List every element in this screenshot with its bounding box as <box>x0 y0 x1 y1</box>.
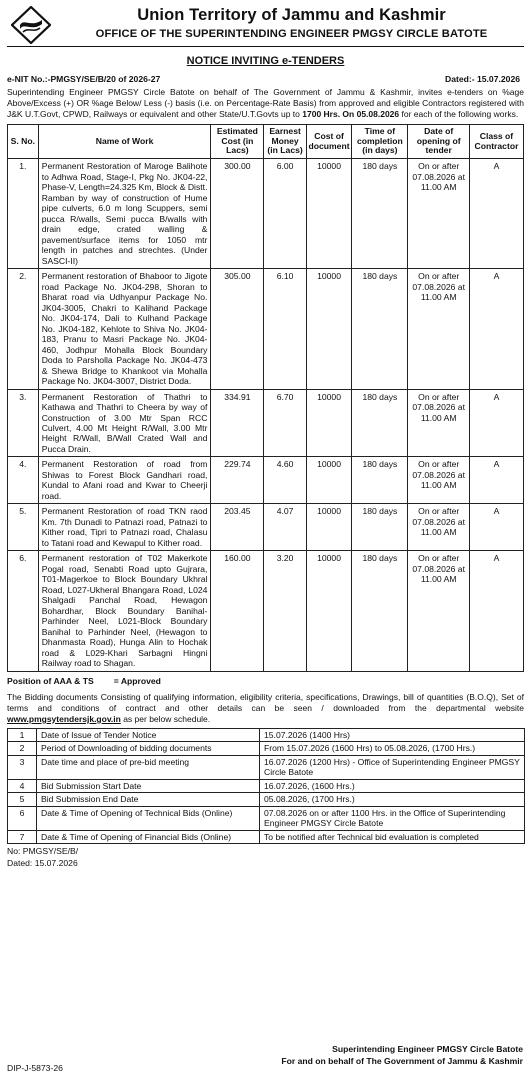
table-row <box>8 389 524 457</box>
schedule-sno: 4 <box>8 779 37 792</box>
schedule-sno: 5 <box>8 793 37 806</box>
schedule-item: Period of Downloading of bidding documents <box>37 742 260 755</box>
schedule-sno: 7 <box>8 830 37 843</box>
pmgsy-emblem-icon <box>11 6 51 44</box>
intro-text: Superintending Engineer PMGSY Circle Batote on behalf of The Government of Jammu & Kashmir, invites e-tenders on %age Above/Excess (+) OR %age Below/ Less (-) basis (i.e. on Percentage-Rate Basis) from approved and eligible Contractors registered with J&K U.T.Govt, CPWD, Railways or equivalent and other State/U.T.Govts up to <box>7 87 524 119</box>
row-time: 180 days <box>352 504 408 551</box>
row-time: 180 days <box>352 389 408 457</box>
row-doc: 10000 <box>306 551 352 671</box>
row-cost: 334.91 <box>211 389 264 457</box>
nit-number: e-NIT No.:-PMGSY/SE/B/20 of 2026-27 <box>7 73 161 84</box>
row-sno: 4. <box>8 457 39 504</box>
reference-block <box>7 846 524 869</box>
col-cost: Estimated Cost (in Lacs) <box>211 124 264 159</box>
bidding-paragraph <box>7 692 524 725</box>
table-row <box>8 269 524 389</box>
schedule-sno: 2 <box>8 742 37 755</box>
table-row <box>8 504 524 551</box>
row-class: A <box>469 457 523 504</box>
schedule-item: Date time and place of pre-bid meeting <box>37 755 260 779</box>
row-name: Permanent Restoration of road TKN raod Km. 7th Dunadi to Patnazi road, Patnazi to Kither road, Tipri to Patnazi road, Chalasu to Tatani road and Kewapul to Kither road. <box>38 504 211 551</box>
row-time: 180 days <box>352 269 408 389</box>
col-sno: S. No. <box>8 124 39 159</box>
table-row <box>8 806 525 830</box>
works-table-header <box>8 124 524 159</box>
schedule-value: 07.08.2026 on or after 1100 Hrs. in the Office of Superintending Engineer PMGSY Circle Batote <box>260 806 525 830</box>
government-name: Union Territory of Jammu and Kashmir <box>137 6 446 24</box>
signature-block <box>281 1043 523 1068</box>
schedule-sno: 6 <box>8 806 37 830</box>
row-cost: 203.45 <box>211 504 264 551</box>
col-opening: Date of opening of tender <box>408 124 469 159</box>
row-sno: 1. <box>8 159 39 269</box>
row-doc: 10000 <box>306 269 352 389</box>
row-opening: On or after 07.08.2026 at 11.00 AM <box>408 551 469 671</box>
schedule-table <box>7 728 525 844</box>
row-name: Permanent restoration of T02 Makerkote Pogal road, Senabti Road upto Gujrara, T01-Magerkoe to Block Boundary Ukhral Road, L027-Ukheral Bhangara Road, L024 Shalgadi Panchal Road, Hewagon Bohardhar, Block Boundary Banihal-Parhinder Neel, L021-Block Boundary Banihal to Parhinder Neel, (Hewagon to Dhanmasta Road), Hunga Alin to Hochak road & L029-Khari Sarbagni Hingni Railway road to Shagan. <box>38 551 211 671</box>
dip-number: DIP-J-5873-26 <box>7 1063 63 1073</box>
row-opening: On or after 07.08.2026 at 11.00 AM <box>408 504 469 551</box>
schedule-value: To be notified after Technical bid evaluation is completed <box>260 830 525 843</box>
schedule-sno: 1 <box>8 728 37 741</box>
row-name: Permanent restoration of Bhaboor to Jigote road Package No. JK04-298, Shoran to Bharat road via Udhyanpur Package No. JK04-3005, Chakri to Kalihand Package No. JK04-174, Dali to Kulhand Package No. JK04-182, Kehlote to Shiva No. JK04-183, Pranu to Masri Package No. JK04-460, Jodhpur Mohalla Block Boundary Doda to Parsholla Package No. JK04-473 & Shewa Bridge to Khankoot via Mohalla Package No. JK04-3007, District Doda. <box>38 269 211 389</box>
row-doc: 10000 <box>306 504 352 551</box>
row-name: Permanent Restoration of Thathri to Kathawa and Thathri to Cheera by way of Construction of 3.00 Mtr Span RCC Culvert, 4.00 Mt Height R/Wall, 3.00 Mtr Height R/Wall, B/Wall Crated Wall and Pucca Drain. <box>38 389 211 457</box>
row-sno: 2. <box>8 269 39 389</box>
row-sno: 6. <box>8 551 39 671</box>
row-opening: On or after 07.08.2026 at 11.00 AM <box>408 159 469 269</box>
letterhead-text <box>59 6 524 42</box>
row-class: A <box>469 551 523 671</box>
row-cost: 305.00 <box>211 269 264 389</box>
schedule-value: 16.07.2026, (1600 Hrs.) <box>260 779 525 792</box>
row-earnest: 6.10 <box>264 269 306 389</box>
col-time: Time of completion (in days) <box>352 124 408 159</box>
row-sno: 5. <box>8 504 39 551</box>
row-earnest: 4.07 <box>264 504 306 551</box>
col-name: Name of Work <box>38 124 211 159</box>
row-sno: 3. <box>8 389 39 457</box>
row-doc: 10000 <box>306 457 352 504</box>
col-doc: Cost of document <box>306 124 352 159</box>
schedule-item: Date & Time of Opening of Technical Bids (Online) <box>37 806 260 830</box>
row-class: A <box>469 269 523 389</box>
row-earnest: 4.60 <box>264 457 306 504</box>
table-row <box>8 728 525 741</box>
row-name: Permanent Restoration of Maroge Balihote to Adhwa Road, Stage-I, Pkg No. JK04-22, Phase-V, Length=24.325 Km, Block & Distt. Ramban by way of construction of Hume pipe culverts, 6.0 m long Scuppers, semi pucca R/walls, Semi pucca B/walls with drain edge, crated walling & pavement/surface items for 1050 mtr length in patches and strechtes. (Under SASCI-II) <box>38 159 211 269</box>
aaa-label: Position of AAA & TS <box>7 675 94 686</box>
row-cost: 229.74 <box>211 457 264 504</box>
row-time: 180 days <box>352 551 408 671</box>
nit-date: Dated:- 15.07.2026 <box>445 73 520 84</box>
schedule-value: 05.08.2026, (1700 Hrs.) <box>260 793 525 806</box>
row-class: A <box>469 504 523 551</box>
website-link[interactable]: www.pmgsytendersjk.gov.in <box>7 713 121 724</box>
row-doc: 10000 <box>306 389 352 457</box>
submission-deadline: 1700 Hrs. On 05.08.2026 <box>302 108 400 119</box>
schedule-value: From 15.07.2026 (1600 Hrs) to 05.08.2026, (1700 Hrs.) <box>260 742 525 755</box>
schedule-value: 15.07.2026 (1400 Hrs) <box>260 728 525 741</box>
schedule-value: 16.07.2026 (1200 Hrs) - Office of Superintending Engineer PMGSY Circle Batote <box>260 755 525 779</box>
bidding-text-end: as per below schedule. <box>120 713 211 724</box>
table-row <box>8 742 525 755</box>
row-class: A <box>469 159 523 269</box>
intro-text-end: for each of the following works. <box>399 108 519 119</box>
table-row <box>8 830 525 843</box>
table-row <box>8 779 525 792</box>
row-class: A <box>469 389 523 457</box>
notice-title: NOTICE INVITING e-TENDERS <box>186 55 345 67</box>
row-doc: 10000 <box>306 159 352 269</box>
signatory-title: Superintending Engineer PMGSY Circle Batote <box>332 1044 523 1054</box>
reference-number: No: PMGSY/SE/B/ <box>7 846 79 857</box>
row-earnest: 6.00 <box>264 159 306 269</box>
row-time: 180 days <box>352 159 408 269</box>
aaa-ts-position <box>7 676 524 686</box>
col-earnest: Earnest Money (in Lacs) <box>264 124 306 159</box>
table-row <box>8 457 524 504</box>
row-earnest: 3.20 <box>264 551 306 671</box>
col-class: Class of Contractor <box>469 124 523 159</box>
row-cost: 300.00 <box>211 159 264 269</box>
reference-date: Dated: 15.07.2026 <box>7 857 78 868</box>
signatory-behalf: For and on behalf of The Government of Jammu & Kashmir <box>281 1056 523 1067</box>
works-table <box>7 124 524 672</box>
row-cost: 160.00 <box>211 551 264 671</box>
schedule-item: Date of Issue of Tender Notice <box>37 728 260 741</box>
row-opening: On or after 07.08.2026 at 11.00 AM <box>408 457 469 504</box>
office-name: OFFICE OF THE SUPERINTENDING ENGINEER PMGSY CIRCLE BATOTE <box>95 28 488 41</box>
table-row <box>8 755 525 779</box>
nit-row <box>7 74 524 84</box>
row-time: 180 days <box>352 457 408 504</box>
row-name: Permanent Restoration of road from Shiwas to Forest Block Gandhari road, Kundal to Afani road and Kwar to Cheerji road. <box>38 457 211 504</box>
table-row <box>8 159 524 269</box>
schedule-item: Date & Time of Opening of Financial Bids (Online) <box>37 830 260 843</box>
intro-paragraph <box>7 87 524 120</box>
schedule-item: Bid Submission Start Date <box>37 779 260 792</box>
letterhead <box>7 3 524 47</box>
row-opening: On or after 07.08.2026 at 11.00 AM <box>408 269 469 389</box>
table-row <box>8 793 525 806</box>
row-earnest: 6.70 <box>264 389 306 457</box>
schedule-sno: 3 <box>8 755 37 779</box>
row-opening: On or after 07.08.2026 at 11.00 AM <box>408 389 469 457</box>
table-row <box>8 551 524 671</box>
schedule-item: Bid Submission End Date <box>37 793 260 806</box>
aaa-value: = Approved <box>113 675 161 686</box>
bidding-text: The Bidding documents Consisting of qualifying information, eligibility criteria, specifications, Drawings, bill of quantities (B.O.Q), Set of terms and conditions of contract and other details can be seen / downloaded from the departmental website <box>7 691 524 713</box>
